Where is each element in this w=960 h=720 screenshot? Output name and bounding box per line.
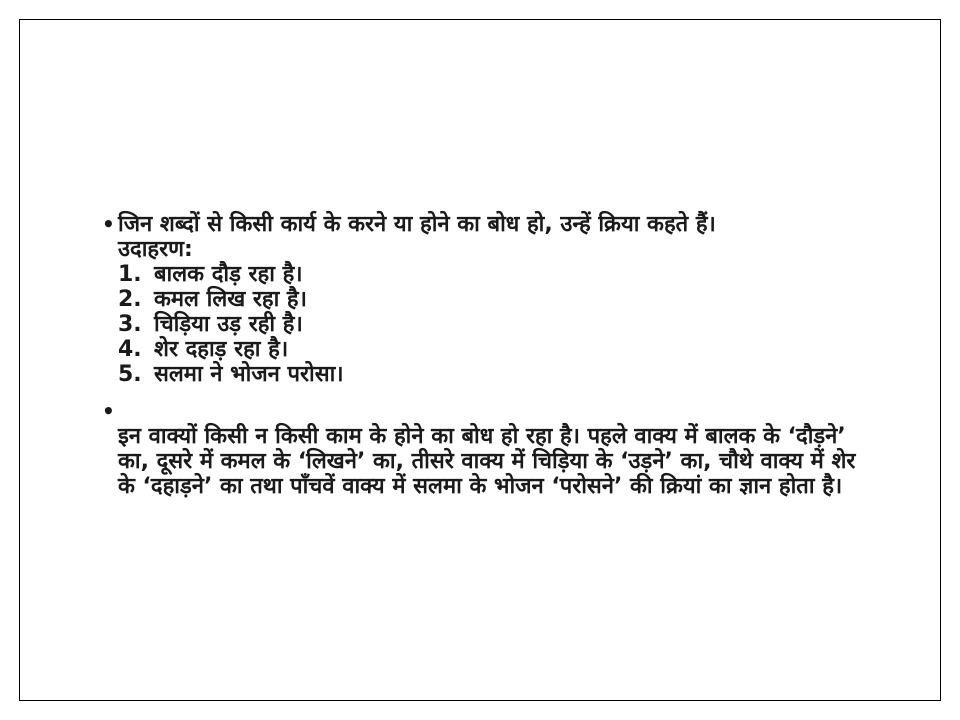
example-number: 5. bbox=[118, 362, 142, 387]
examples-heading: उदाहरण: bbox=[118, 237, 193, 262]
explanation-text: इन वाक्यों किसी न किसी काम के होने का बोध हो रहा है। पहले वाक्य में बालक के ‘दौड़ने’ का, दूसरे में कमल के ‘लिखने’ का, तीसरे वाक्य में चिड़िया के ‘उड़ने’ का, चौथे वाक्य में शेर के ‘दहाड़ने’ का तथा पाँचवें वाक्य में सलमा के भोजन ‘परोसने’ की क्रियां का ज्ञान होता है। bbox=[118, 424, 856, 499]
example-item bbox=[118, 362, 860, 387]
bullet-item-explanation bbox=[100, 399, 860, 499]
example-text: शेर दहाड़ रहा है। bbox=[154, 337, 289, 362]
example-text: चिड़िया उड़ रही है। bbox=[154, 312, 303, 337]
examples-list bbox=[118, 262, 860, 387]
bullet-item-definition bbox=[100, 212, 860, 387]
example-number: 3. bbox=[118, 312, 142, 337]
bullet-dot: • bbox=[102, 399, 115, 423]
bullet-list bbox=[100, 212, 860, 499]
example-number: 2. bbox=[118, 287, 142, 312]
example-number: 4. bbox=[118, 337, 142, 362]
example-number: 1. bbox=[118, 262, 142, 287]
example-item bbox=[118, 337, 860, 362]
example-item bbox=[118, 287, 860, 312]
example-text: कमल लिख रहा है। bbox=[154, 287, 307, 312]
bullet-dot: • bbox=[102, 212, 115, 236]
definition-text: जिन शब्दों से किसी कार्य के करने या होने का बोध हो, उन्हें क्रिया कहते हैं। bbox=[118, 212, 716, 237]
blank-line bbox=[118, 399, 860, 424]
example-text: बालक दौड़ रहा है। bbox=[154, 262, 303, 287]
example-text: सलमा ने भोजन परोसा। bbox=[154, 362, 344, 387]
example-item bbox=[118, 312, 860, 337]
example-item bbox=[118, 262, 860, 287]
